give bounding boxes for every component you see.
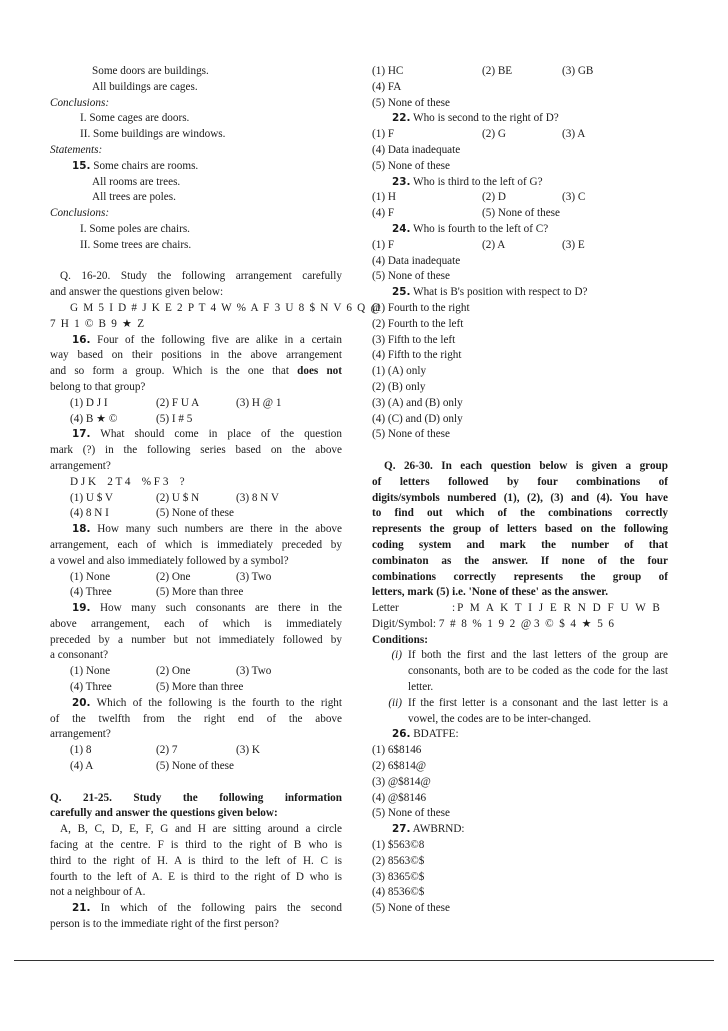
question-16: 16. Four of the following five are alike in a certain: [72, 333, 343, 346]
options-row: (4) A (5) None of these: [70, 760, 234, 773]
option: (4) (C) and (D) only: [372, 412, 463, 425]
question-text: mark (?) in the following series based on the above: [50, 444, 342, 457]
section-intro: and answer the questions given below:: [50, 286, 224, 299]
arrangement-line: G M 5 I D # J K E 2 P T 4 W % A F 3 U 8 $ N V 6 Q @: [70, 301, 382, 314]
option: (1) (A) only: [372, 365, 427, 378]
digit-row: Digit/Symbol : 7 # 8 % 1 9 2 @ 3 © $ 4 ★ 5 6: [372, 617, 615, 630]
info-line: fourth to the left of A. E is third to the right of D who is: [50, 870, 342, 883]
question-text: way based on their positions in the above arrangement: [50, 349, 342, 362]
options-row: (4) Three (5) More than three: [70, 681, 244, 694]
statement-line: All trees are poles.: [92, 191, 176, 204]
option: (2) Fourth to the left: [372, 317, 464, 330]
section-intro: letters, mark (5) i.e. 'None of these' as the answer.: [372, 586, 609, 599]
options-row: (4) 8 N I (5) None of these: [70, 507, 234, 520]
condition-2: (ii) If the first letter is a consonant and the last letter is a vowel, the codes are to be inter-changed.: [388, 696, 668, 725]
option: (2) 8563©$: [372, 854, 425, 867]
question-15: 15. Some chairs are rooms.: [72, 159, 199, 172]
option: (3) 8365©$: [372, 870, 425, 883]
option: (1) 6$8146: [372, 744, 422, 757]
options-row: (1) 8 (2) 7 (3) K: [70, 744, 260, 757]
option: (4) Fifth to the right: [372, 349, 462, 362]
statements-label: Statements:: [50, 143, 103, 156]
info-line: A, B, C, D, E, F, G and H are sitting around a circle: [60, 823, 342, 836]
question-text: preceded by a number but not immediately followed by: [50, 633, 342, 646]
option: (3) @$814@: [372, 775, 431, 788]
option: (5) None of these: [372, 96, 450, 109]
question-18: 18. How many such numbers are there in the above: [72, 523, 342, 536]
option: (4) Data inadequate: [372, 143, 461, 156]
statement-line: All buildings are cages.: [92, 80, 198, 93]
options-row: (1) U $ V (2) U $ N (3) 8 N V: [70, 491, 279, 504]
arrangement-line: 7 H 1 © B 9 ★ Z: [50, 317, 146, 330]
question-19: 19. How many such consonants are there in the: [72, 602, 342, 615]
option: (4) FA: [372, 80, 402, 93]
info-line: not a neighbour of A.: [50, 886, 146, 899]
options-row: (4) Three (5) More than three: [70, 586, 244, 599]
conclusion-line: II. Some trees are chairs.: [80, 238, 192, 251]
options-row: (1) None (2) One (3) Two: [70, 570, 272, 583]
option: (4) 8536©$: [372, 886, 425, 899]
info-line: facing at the centre. F is third to the right of B who is: [50, 839, 342, 852]
letter-row: Letter :P M A K T I J E R N D F U W B: [372, 602, 662, 615]
conditions-label: Conditions:: [372, 633, 428, 646]
question-text: of the twelfth from the right end of the above: [50, 712, 342, 725]
options-row: (4) F (5) None of these: [372, 207, 560, 220]
option: (3) Fifth to the left: [372, 333, 456, 346]
options-row: (1) H (2) D (3) C: [372, 191, 586, 204]
option: (1) $563©8: [372, 839, 425, 852]
conclusion-line: I. Some cages are doors.: [80, 112, 190, 125]
section-intro: coding system and mark the number of that: [372, 538, 668, 551]
statement-line: All rooms are trees.: [92, 175, 181, 188]
section-intro: represents the group of letters based on the following: [372, 523, 668, 536]
section-intro: Q. 21-25. Study the following information: [50, 791, 342, 804]
options-row: (1) F (2) A (3) E: [372, 238, 585, 251]
option: (5) None of these: [372, 807, 450, 820]
option: (5) None of these: [372, 270, 450, 283]
options-row: (4) B ★ © (5) I # 5: [70, 412, 193, 425]
question-23: 23. Who is third to the left of G?: [392, 175, 543, 188]
option: (2) 6$814@: [372, 760, 427, 773]
option: (1) Fourth to the right: [372, 301, 470, 314]
left-column: [50, 64, 382, 933]
section-intro: carefully and answer the questions given below:: [50, 807, 278, 820]
question-text: a consonant?: [50, 649, 109, 662]
conclusions-label: Conclusions:: [50, 207, 110, 220]
section-intro: combinaton as the answer. If none of the four: [372, 554, 668, 567]
option: (4) Data inadequate: [372, 254, 461, 267]
option: (2) (B) only: [372, 380, 426, 393]
right-column: [372, 64, 668, 917]
option: (3) (A) and (B) only: [372, 396, 463, 409]
question-26: 26. BDATFE:: [392, 728, 459, 741]
section-intro: Q. 16-20. Study the following arrangement carefully: [60, 270, 342, 283]
conclusion-line: II. Some buildings are windows.: [80, 128, 226, 141]
question-17: 17. What should come in place of the question: [72, 428, 342, 441]
option: (4) @$8146: [372, 791, 427, 804]
section-intro: to find out which of the combinations correctly: [372, 507, 668, 520]
question-20: 20. Which of the following is the fourth to the right: [72, 696, 342, 709]
question-text: belong to that group?: [50, 380, 146, 393]
info-line: third to the right of H. A is third to the left of H. C is: [50, 854, 342, 867]
options-row: (1) HC (2) BE (3) GB: [372, 65, 594, 77]
question-text: arrangement?: [50, 459, 111, 472]
question-text: and so form a group. Which is the one that does not: [50, 365, 342, 378]
option: (5) None of these: [372, 428, 450, 441]
section-intro: Q. 26-30. In each question below is given a group: [384, 459, 668, 472]
option: (5) None of these: [372, 159, 450, 172]
statement-line: Some doors are buildings.: [92, 65, 209, 77]
question-21: 21. In which of the following pairs the second: [72, 902, 342, 915]
question-text: person is to the immediate right of the first person?: [50, 918, 279, 931]
question-text: above arrangement, each of which is immediately: [50, 617, 342, 630]
option: (5) None of these: [372, 902, 450, 915]
question-text: arrangement, each of which is immediately preceded by: [50, 538, 342, 551]
footer-rule: [14, 960, 714, 961]
question-22: 22. Who is second to the right of D?: [392, 112, 559, 125]
question-text: a vowel and also immediately followed by a symbol?: [50, 554, 289, 567]
conclusion-line: I. Some poles are chairs.: [80, 222, 190, 235]
section-intro: digits/symbols numbered (1), (2), (3) and (4). You have: [372, 491, 668, 504]
options-row: (1) D J I (2) F U A (3) H @ 1: [70, 396, 282, 409]
question-25: 25. What is B's position with respect to D?: [392, 286, 588, 299]
section-intro: of letters followed by four combinations of: [372, 475, 668, 488]
section-intro: combinations correctly represents the group of: [372, 570, 668, 583]
series-line: D J K 2 T 4 % F 3 ?: [70, 475, 185, 488]
options-row: (1) None (2) One (3) Two: [70, 665, 272, 678]
options-row: (1) F (2) G (3) A: [372, 128, 586, 141]
conclusions-label: Conclusions:: [50, 96, 110, 109]
condition-1: (i) If both the first and the last letters of the group are consonants, both are to be coded as the code for the last letter.: [391, 649, 668, 694]
question-24: 24. Who is fourth to the left of C?: [392, 222, 549, 235]
question-27: 27. AWBRND:: [392, 823, 465, 836]
question-number: 15.: [72, 159, 91, 172]
question-text: arrangement?: [50, 728, 111, 741]
